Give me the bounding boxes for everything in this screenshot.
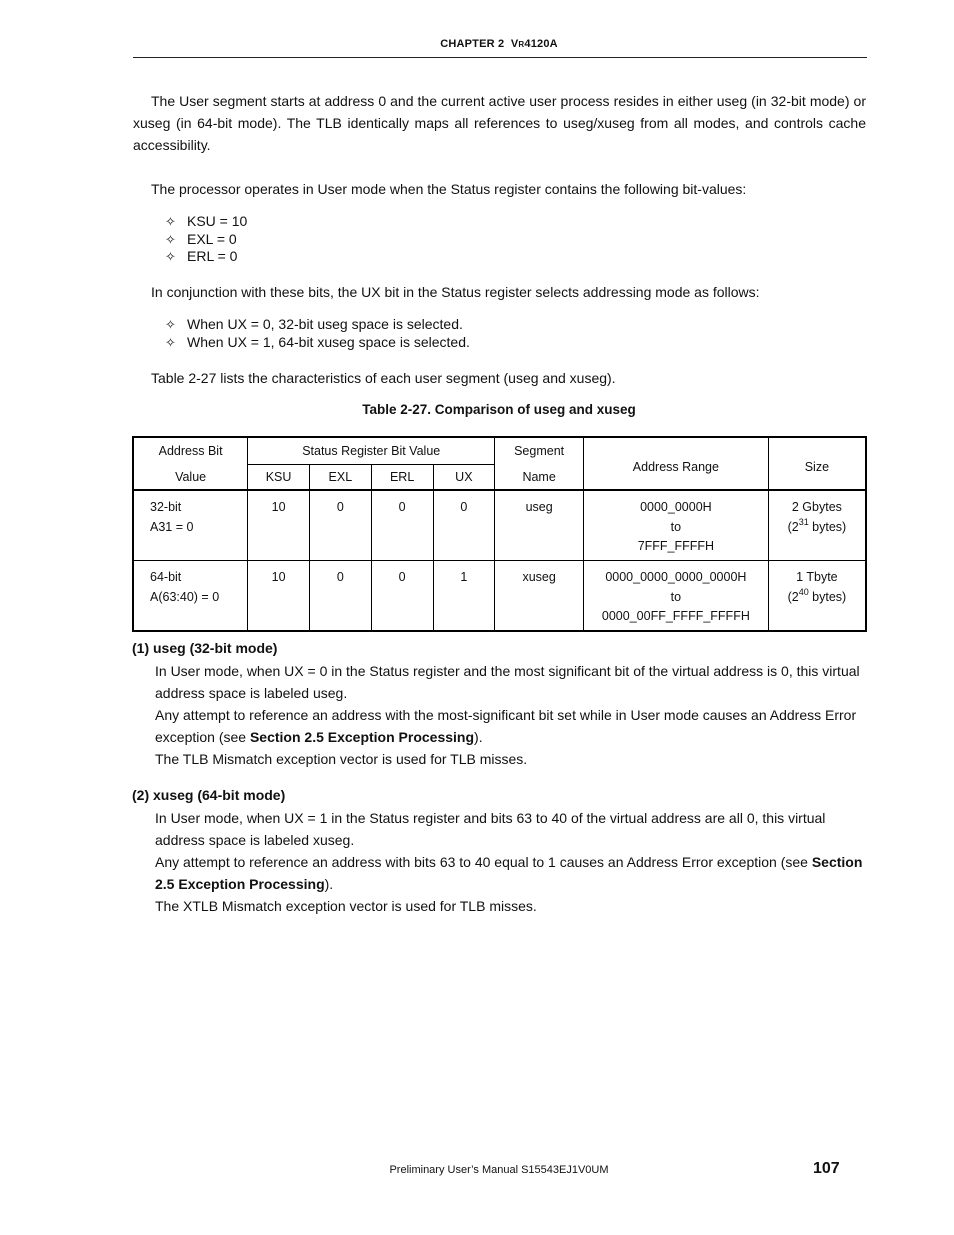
header-address-bit: Address Bit — [133, 437, 248, 465]
cell-exl: 0 — [309, 561, 371, 632]
list-item: ✧ ERL = 0 — [165, 248, 238, 264]
header-value: Value — [133, 465, 248, 491]
cell-ux: 1 — [433, 561, 495, 632]
chip-model: 4120A — [524, 38, 558, 50]
cell-size: 2 Gbytes ($2^{31}$ bytes) — [768, 490, 866, 561]
table-row — [133, 561, 866, 632]
section-paragraph: The TLB Mismatch exception vector is used for TLB misses. — [155, 751, 528, 767]
comparison-table — [132, 436, 867, 632]
intro-paragraph-4: Table 2-27 lists the characteristics of each user segment (useg and xuseg). — [151, 370, 616, 386]
header-segment: Segment — [495, 437, 584, 465]
cell-segment: xuseg — [495, 561, 584, 632]
table-row — [133, 490, 866, 561]
section-body-xuseg — [155, 807, 867, 917]
bullet-icon: ✧ — [165, 214, 176, 229]
header-ksu: KSU — [248, 465, 310, 491]
section-reference: Section 2.5 Exception Processing — [249, 729, 475, 745]
cell-ksu: 10 — [248, 561, 310, 632]
intro-paragraph-2: The processor operates in User mode when the Status register contains the following bit-values: — [151, 181, 747, 197]
section-paragraph: Any attempt to reference an address with bits 63 to 40 equal to 1 causes an Address Error exception (see Section 2.5 Exception Processing). — [155, 854, 863, 892]
chip-r: R — [518, 40, 525, 49]
header-exl: EXL — [309, 465, 371, 491]
ux-mode-list — [165, 316, 470, 351]
section-body-useg — [155, 660, 867, 770]
bullet-icon: ✧ — [165, 334, 176, 350]
intro-paragraph-3: In conjunction with these bits, the UX bit in the Status register selects addressing mode as follows: — [151, 284, 760, 300]
cell-address-bit: 64-bit A(63:40) = 0 — [133, 561, 248, 632]
section-heading-xuseg: (2) xuseg (64-bit mode) — [132, 787, 286, 803]
cell-address-bit: 32-bit A31 = 0 — [133, 490, 248, 561]
cell-address-range: 0000_0000H to 7FFF_FFFFH — [584, 490, 769, 561]
section-paragraph: In User mode, when UX = 0 in the Status register and the most significant bit of the virtual address is 0, this virtual address space is labeled useg. — [155, 663, 860, 701]
chapter-label: CHAPTER 2 — [440, 38, 505, 50]
page-header — [0, 38, 954, 50]
list-item: ✧ When UX = 1, 64-bit xuseg space is selected. — [165, 333, 470, 350]
section-paragraph: Any attempt to reference an address with the most-significant bit set while in User mode causes an Address Error exception (see Section 2.5 Exception Processing). — [155, 707, 857, 745]
cell-exl: 0 — [309, 490, 371, 561]
status-bit-list — [165, 213, 247, 266]
cell-ux: 0 — [433, 490, 495, 561]
header-erl: ERL — [371, 465, 433, 491]
cell-address-range: 0000_0000_0000_0000H to 0000_00FF_FFFF_FFFFH — [584, 561, 769, 632]
table-caption: Table 2-27. Comparison of useg and xuseg — [362, 402, 636, 417]
section-heading-useg: (1) useg (32-bit mode) — [132, 640, 278, 656]
list-item: ✧ When UX = 0, 32-bit useg space is selected. — [165, 316, 463, 332]
header-size: Size — [768, 437, 866, 490]
cell-segment: useg — [495, 490, 584, 561]
chip-v: V — [510, 38, 519, 50]
bullet-icon: ✧ — [165, 231, 176, 247]
bullet-icon: ✧ — [165, 249, 176, 264]
section-paragraph: The XTLB Mismatch exception vector is used for TLB misses. — [155, 898, 537, 914]
cell-erl: 0 — [371, 490, 433, 561]
cell-ksu: 10 — [248, 490, 310, 561]
section-reference: Section 2.5 Exception Processing — [155, 854, 863, 892]
section-paragraph: In User mode, when UX = 1 in the Status register and bits 63 to 40 of the virtual address are all 0, this virtual address space is labeled xuseg. — [155, 810, 826, 848]
header-ux: UX — [433, 465, 495, 491]
header-status-register: Status Register Bit Value — [248, 437, 495, 465]
header-name: Name — [495, 465, 584, 491]
bullet-icon: ✧ — [165, 317, 176, 332]
list-item: ✧ KSU = 10 — [165, 213, 248, 229]
cell-erl: 0 — [371, 561, 433, 632]
intro-paragraph-1: The User segment starts at address 0 and the current active user process resides in either useg (in 32-bit mode) or xuseg (in 64-bit mode). The TLB identically maps all references to useg/xuseg from all modes, and controls cache accessibility. — [133, 93, 866, 153]
header-rule — [133, 57, 867, 58]
table-header-row — [133, 437, 866, 465]
list-item: ✧ EXL = 0 — [165, 230, 237, 247]
header-address-range: Address Range — [584, 437, 769, 490]
cell-size: 1 Tbyte ($2^{40}$ bytes) — [768, 561, 866, 632]
footer-manual: Preliminary User’s Manual S15543EJ1V0UM — [389, 1164, 609, 1176]
page-number: 107 — [813, 1160, 840, 1177]
